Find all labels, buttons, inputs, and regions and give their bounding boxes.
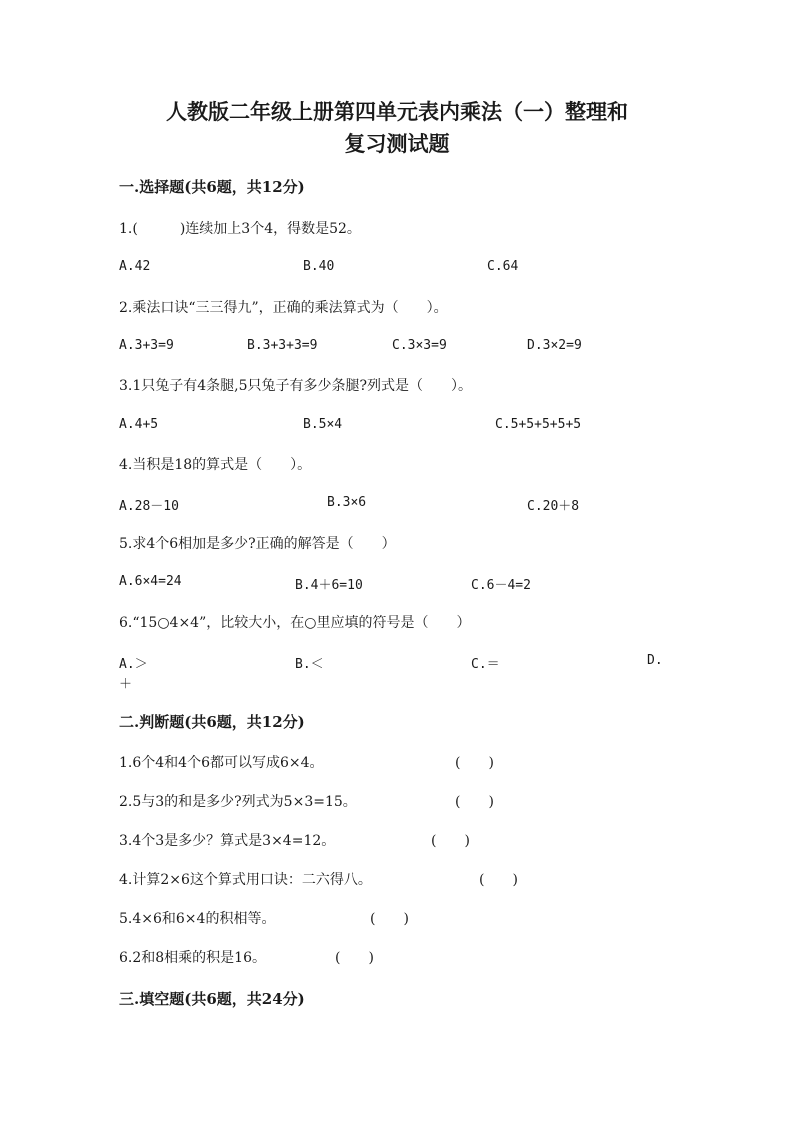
choice-q3-option-a: A.4+5: [119, 417, 159, 432]
choice-question-2: 2.乘法口诀“三三得九”，正确的乘法算式为（ ）。: [119, 300, 448, 316]
choice-q2-option-c: C.3×3=9: [392, 338, 447, 353]
judge-q4-answer-blank[interactable]: ( ): [479, 872, 518, 888]
judge-q3-answer-blank[interactable]: ( ): [431, 833, 470, 849]
choice-q3-option-b: B.5×4: [303, 417, 343, 432]
judge-question-4: 4.计算2×6这个算式用口诀：二六得八。: [119, 872, 372, 888]
choice-q3-option-c: C.5+5+5+5+5: [495, 417, 582, 432]
choice-q2-option-a: A.3+3=9: [119, 338, 174, 353]
choice-question-4: 4.当积是18的算式是（ ）。: [119, 457, 312, 473]
choice-q6-option-d: D.: [647, 653, 663, 668]
choice-q6-option-b: B.＜: [295, 657, 324, 672]
choice-q1-option-c: C.64: [487, 259, 519, 274]
judge-q2-answer-blank[interactable]: ( ): [455, 794, 494, 810]
section-heading-choice: 一.选择题(共6题，共12分): [119, 178, 305, 196]
page-title: [90, 96, 704, 160]
title-line-2: 复习测试题: [344, 131, 450, 156]
choice-q2-option-d: D.3×2=9: [527, 338, 582, 353]
judge-q1-answer-blank[interactable]: ( ): [455, 755, 494, 771]
choice-q6-option-c: C.＝: [471, 657, 500, 672]
choice-question-6: 6.“15○4×4”，比较大小，在○里应填的符号是（ ）: [119, 615, 471, 631]
choice-q5-option-c: C.6－4=2: [471, 578, 531, 593]
choice-q4-option-b: B.3×6: [327, 495, 367, 510]
judge-q6-answer-blank[interactable]: ( ): [335, 950, 374, 966]
choice-q1-option-b: B.40: [303, 259, 335, 274]
judge-question-5: 5.4×6和6×4的积相等。: [119, 911, 276, 927]
choice-question-3: 3.1只兔子有4条腿,5只兔子有多少条腿?列式是（ ）。: [119, 378, 473, 394]
choice-q6-option-a: A.＞: [119, 657, 148, 672]
choice-q1-option-a: A.42: [119, 259, 151, 274]
judge-question-2: 2.5与3的和是多少?列式为5×3=15。: [119, 794, 357, 810]
section-heading-judge: 二.判断题(共6题，共12分): [119, 713, 305, 731]
choice-question-1: 1.( )连续加上3个4，得数是52。: [119, 221, 361, 237]
choice-q4-option-a: A.28－10: [119, 499, 179, 514]
judge-question-3: 3.4个3是多少？算式是3×4=12。: [119, 833, 336, 849]
section-heading-fill: 三.填空题(共6题，共24分): [119, 990, 305, 1008]
choice-q2-option-b: B.3+3+3=9: [247, 338, 318, 353]
choice-q4-option-c: C.20＋8: [527, 499, 580, 514]
judge-question-6: 6.2和8相乘的积是16。: [119, 950, 266, 966]
choice-q6-option-d-symbol: ＋: [119, 677, 133, 692]
judge-q5-answer-blank[interactable]: ( ): [370, 911, 409, 927]
judge-question-1: 1.6个4和4个6都可以写成6×4。: [119, 755, 324, 771]
title-line-1: 人教版二年级上册第四单元表内乘法（一）整理和: [166, 99, 628, 124]
choice-question-5: 5.求4个6相加是多少?正确的解答是（ ）: [119, 536, 396, 552]
choice-q5-option-b: B.4＋6=10: [295, 578, 363, 593]
choice-q5-option-a: A.6×4=24: [119, 574, 182, 589]
